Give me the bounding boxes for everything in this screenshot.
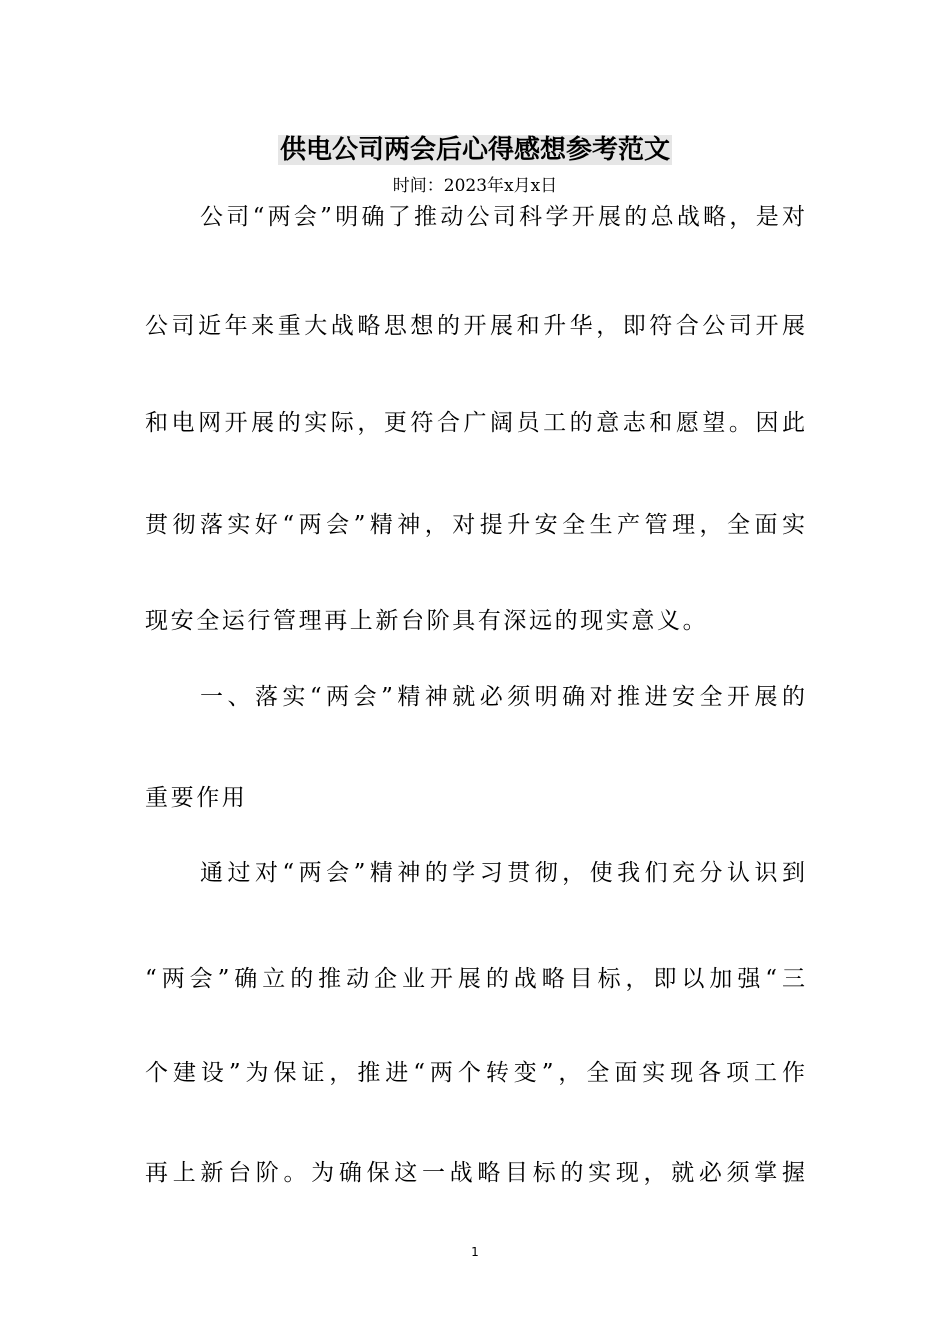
- section-heading-line: 重要作用: [145, 785, 248, 811]
- paragraph-line: 个建设”为保证，推进“两个转变”，全面实现各项工作: [145, 1060, 805, 1086]
- paragraph-line: 通过对“两会”精神的学习贯彻，使我们充分认识到: [200, 860, 805, 886]
- paragraph-line: “两会”确立的推动企业开展的战略目标，即以加强“三: [145, 966, 805, 992]
- paragraph-line: 公司近年来重大战略思想的开展和升华，即符合公司开展: [145, 313, 805, 339]
- paragraph-line: 现安全运行管理再上新台阶具有深远的现实意义。: [145, 608, 709, 634]
- document-title-text: 供电公司两会后心得感想参考范文: [279, 135, 670, 165]
- document-date: 时间：2023年x月x日: [392, 176, 558, 196]
- section-heading-line: 一、落实“两会”精神就必须明确对推进安全开展的: [200, 684, 805, 710]
- paragraph-line: 贯彻落实好“两会”精神，对提升安全生产管理，全面实: [145, 512, 805, 538]
- page-number: 1: [471, 1245, 479, 1259]
- paragraph-line: 公司“两会”明确了推动公司科学开展的总战略，是对: [200, 204, 805, 230]
- document-title: [0, 130, 950, 170]
- paragraph-line: 和电网开展的实际，更符合广阔员工的意志和愿望。因此: [145, 410, 805, 436]
- paragraph-line: 再上新台阶。为确保这一战略目标的实现，就必须掌握: [145, 1160, 805, 1186]
